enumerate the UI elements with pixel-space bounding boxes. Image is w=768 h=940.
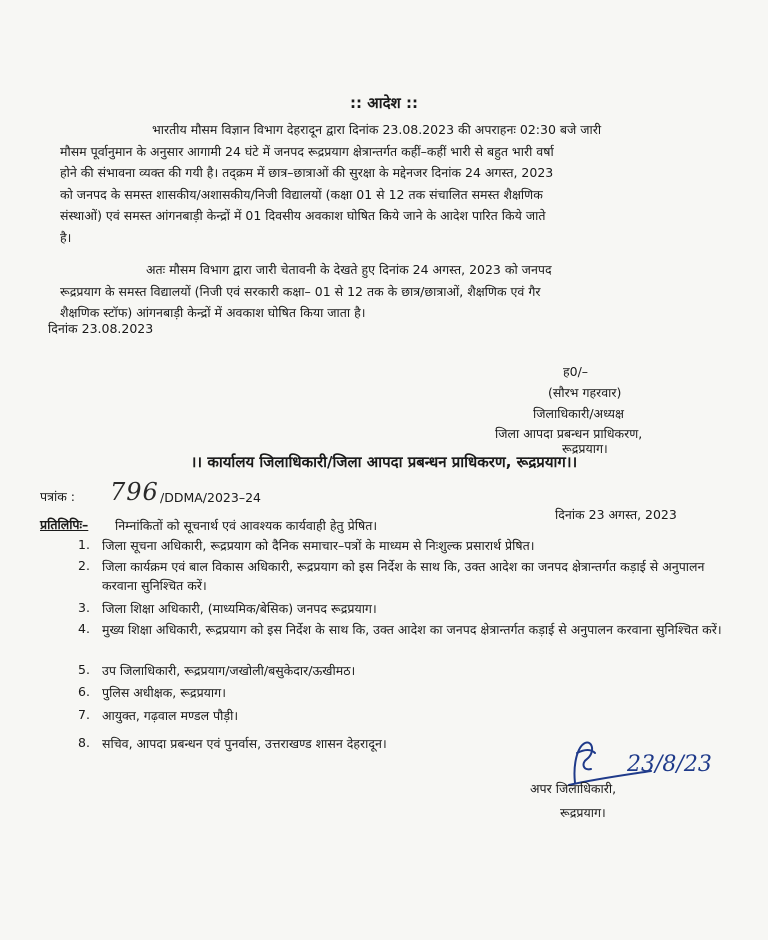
reference-number: 796 bbox=[110, 478, 159, 506]
copy-item-num: 4. bbox=[78, 621, 90, 636]
order-date: दिनांक 23.08.2023 bbox=[48, 321, 154, 336]
copy-item-num: 6. bbox=[78, 684, 90, 699]
copy-item-text: जिला सूचना अधिकारी, रूद्रप्रयाग को दैनिक समाचार–पत्रों के माध्यम से निःशुल्क प्रसारार्थ प्रेषित। bbox=[102, 538, 535, 553]
para1-line-2: मौसम पूर्वानुमान के अनुसार आगामी 24 घंटे में जनपद रूद्रप्रयाग क्षेत्रान्तर्गत कहीं–कहीं भारी से बहुत भारी वर्षा bbox=[60, 144, 554, 159]
para1-line-1: भारतीय मौसम विज्ञान विभाग देहरादून द्वारा दिनांक 23.08.2023 की अपराहनः 02:30 बजे जारी bbox=[152, 122, 602, 137]
copy-to-label: प्रतिलिपिः– bbox=[40, 517, 89, 532]
para2-line-1: अतः मौसम विभाग द्वारा जारी चेतावनी के देखते हुए दिनांक 24 अगस्त, 2023 को जनपद bbox=[146, 262, 552, 277]
office-title: ।। कार्यालय जिलाधिकारी/जिला आपदा प्रबन्धन प्राधिकरण, रूद्रप्रयाग।। bbox=[190, 453, 578, 471]
copy-item-num: 2. bbox=[78, 558, 90, 573]
order-heading: :: आदेश :: bbox=[350, 94, 418, 112]
reference-label: पत्रांक : bbox=[40, 489, 76, 504]
copy-item-text: जिला कार्यक्रम एवं बाल विकास अधिकारी, रूद्रप्रयाग को इस निर्देश के साथ कि, उक्त आदेश का जनपद क्षेत्रान्तर्गत कड़ाई से अनुपालन करवाना सुनिश्चित करें। bbox=[102, 559, 705, 593]
para1-line-5: संस्थाओं) एवं समस्त आंगनबाड़ी केन्द्रों में 01 दिवसीय अवकाश घोषित किये जाने के आदेश पारित किये जाते bbox=[60, 208, 546, 223]
para1-line-3: होने की संभावना व्यक्त की गयी है। तद्‌क्रम में छात्र–छात्राओं की सुरक्षा के मद्देनजर दिनांक 24 अगस्त, 2023 bbox=[60, 165, 554, 180]
reference-suffix: /DDMA/2023–24 bbox=[160, 490, 261, 505]
bottom-designation: अपर जिलाधिकारी, bbox=[530, 781, 617, 796]
signatory-authority: जिला आपदा प्रबन्धन प्राधिकरण, bbox=[495, 426, 643, 441]
handwritten-date: 23/8/23 bbox=[627, 752, 712, 777]
para1-line-6: है। bbox=[60, 230, 72, 245]
copy-item-text: सचिव, आपदा प्रबन्धन एवं पुनर्वास, उत्तराखण्ड शासन देहरादून। bbox=[102, 736, 387, 751]
copy-item-text: आयुक्त, गढ़वाल मण्डल पौड़ी। bbox=[102, 708, 239, 723]
copy-item-text: मुख्य शिक्षा अधिकारी, रूद्रप्रयाग को इस निर्देश के साथ कि, उक्त आदेश का जनपद क्षेत्रान्तर्गत कड़ाई से अनुपालन करवाना सुनिश्चित करें। bbox=[102, 622, 722, 637]
para1-line-4: को जनपद के समस्त शासकीय/अशासकीय/निजी विद्यालयों (कक्षा 01 से 12 तक संचालित समस्त शैक्षणिक bbox=[60, 187, 543, 202]
copy-item-text: उप जिलाधिकारी, रूद्रप्रयाग/जखोली/बसुकेदार/ऊखीमठ। bbox=[102, 663, 356, 678]
bottom-place: रूद्रप्रयाग। bbox=[560, 805, 606, 820]
para2-line-3: शैक्षणिक स्टॉफ) आंगनबाड़ी केन्द्रों में अवकाश घोषित किया जाता है। bbox=[60, 305, 366, 320]
copy-item-num: 5. bbox=[78, 662, 90, 677]
signatory-designation: जिलाधिकारी/अध्यक्ष bbox=[533, 406, 625, 421]
signatory-name: (सौरभ गहरवार) bbox=[548, 385, 622, 400]
signatory-place: रूद्रप्रयाग। bbox=[562, 441, 608, 456]
copy-item-num: 3. bbox=[78, 600, 90, 615]
reference-date: दिनांक 23 अगस्त, 2023 bbox=[555, 507, 677, 522]
copy-item-text: जिला शिक्षा अधिकारी, (माध्यमिक/बेसिक) जनपद रूद्रप्रयाग। bbox=[102, 601, 377, 616]
copy-to-intro: निम्नांकितों को सूचनार्थ एवं आवश्यक कार्यवाही हेतु प्रेषित। bbox=[115, 518, 378, 533]
copy-item-text: पुलिस अधीक्षक, रूद्रप्रयाग। bbox=[102, 685, 226, 700]
signed-mark: ह0/– bbox=[563, 364, 589, 379]
signature-stroke-1 bbox=[574, 743, 592, 783]
copy-item-num: 1. bbox=[78, 537, 90, 552]
copy-item-num: 8. bbox=[78, 735, 90, 750]
copy-item-num: 7. bbox=[78, 707, 90, 722]
para2-line-2: रूद्रप्रयाग के समस्त विद्यालयों (निजी एवं सरकारी कक्षा– 01 से 12 तक के छात्र/छात्राओं, शैक्षणिक एवं गैर bbox=[60, 284, 541, 299]
